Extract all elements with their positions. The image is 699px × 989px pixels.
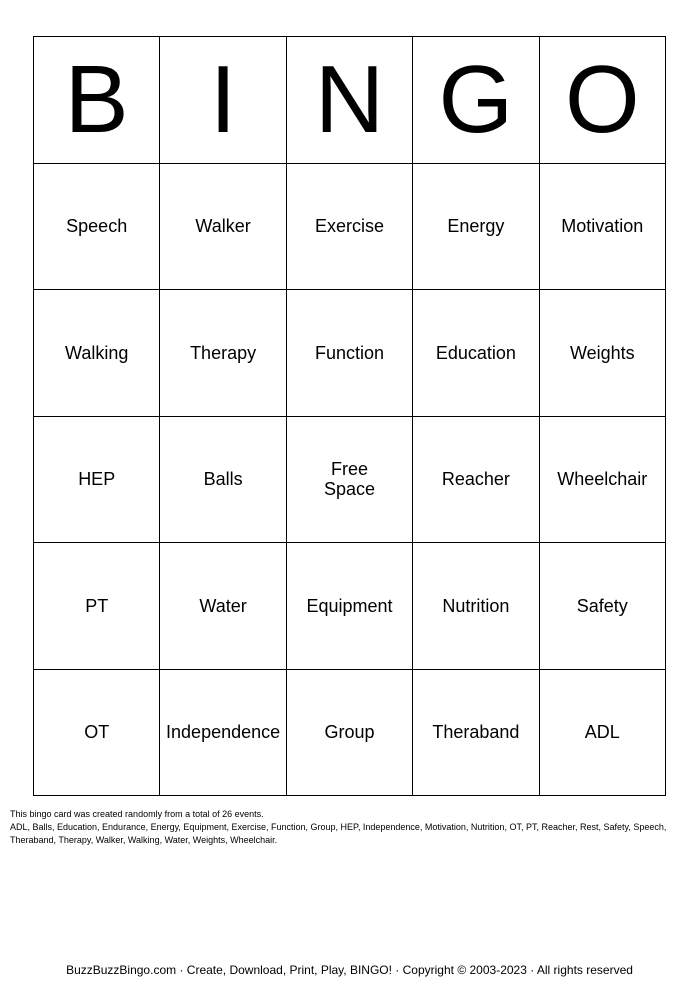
free-space-cell (287, 417, 413, 544)
bingo-cell: Reacher (413, 417, 539, 544)
bingo-cell: Walking (34, 290, 160, 417)
bingo-cell: Education (413, 290, 539, 417)
bingo-cell: Group (287, 670, 413, 797)
bingo-cell: Wheelchair (540, 417, 666, 544)
free-space-label: Free Space (323, 459, 375, 500)
bingo-cell: Motivation (540, 164, 666, 291)
bingo-cell: Therapy (160, 290, 286, 417)
bingo-cell: Walker (160, 164, 286, 291)
bingo-cell: Balls (160, 417, 286, 544)
bingo-cell: Exercise (287, 164, 413, 291)
bingo-cell: Equipment (287, 543, 413, 670)
bingo-cell: PT (34, 543, 160, 670)
card-info-summary: This bingo card was created randomly from a total of 26 events. (10, 809, 264, 819)
bingo-cell: Safety (540, 543, 666, 670)
card-info-word-list: ADL, Balls, Education, Endurance, Energy, Equipment, Exercise, Function, Group, HEP, Independence, Motivation, Nutrition, OT, PT, Reacher, Rest, Safety, Speech, Theraband, Therapy, Walker, Walking, Water, Weights, Wheelchair. (10, 822, 667, 845)
header-letter-g: G (413, 37, 539, 164)
bingo-cell: HEP (34, 417, 160, 544)
header-letter-n: N (287, 37, 413, 164)
card-info (10, 808, 680, 847)
bingo-cell: Function (287, 290, 413, 417)
bingo-cell: Nutrition (413, 543, 539, 670)
header-letter-o: O (540, 37, 666, 164)
bingo-cell: Water (160, 543, 286, 670)
header-letter-b: B (34, 37, 160, 164)
bingo-cell: Energy (413, 164, 539, 291)
bingo-cell: Weights (540, 290, 666, 417)
bingo-cell: Speech (34, 164, 160, 291)
bingo-card (33, 36, 666, 796)
bingo-cell: ADL (540, 670, 666, 797)
bingo-cell: Theraband (413, 670, 539, 797)
header-letter-i: I (160, 37, 286, 164)
bingo-cell: Independence (160, 670, 286, 797)
footer-copyright: BuzzBuzzBingo.com · Create, Download, Print, Play, BINGO! · Copyright © 2003-2023 · All rights reserved (66, 963, 633, 977)
bingo-cell: OT (34, 670, 160, 797)
